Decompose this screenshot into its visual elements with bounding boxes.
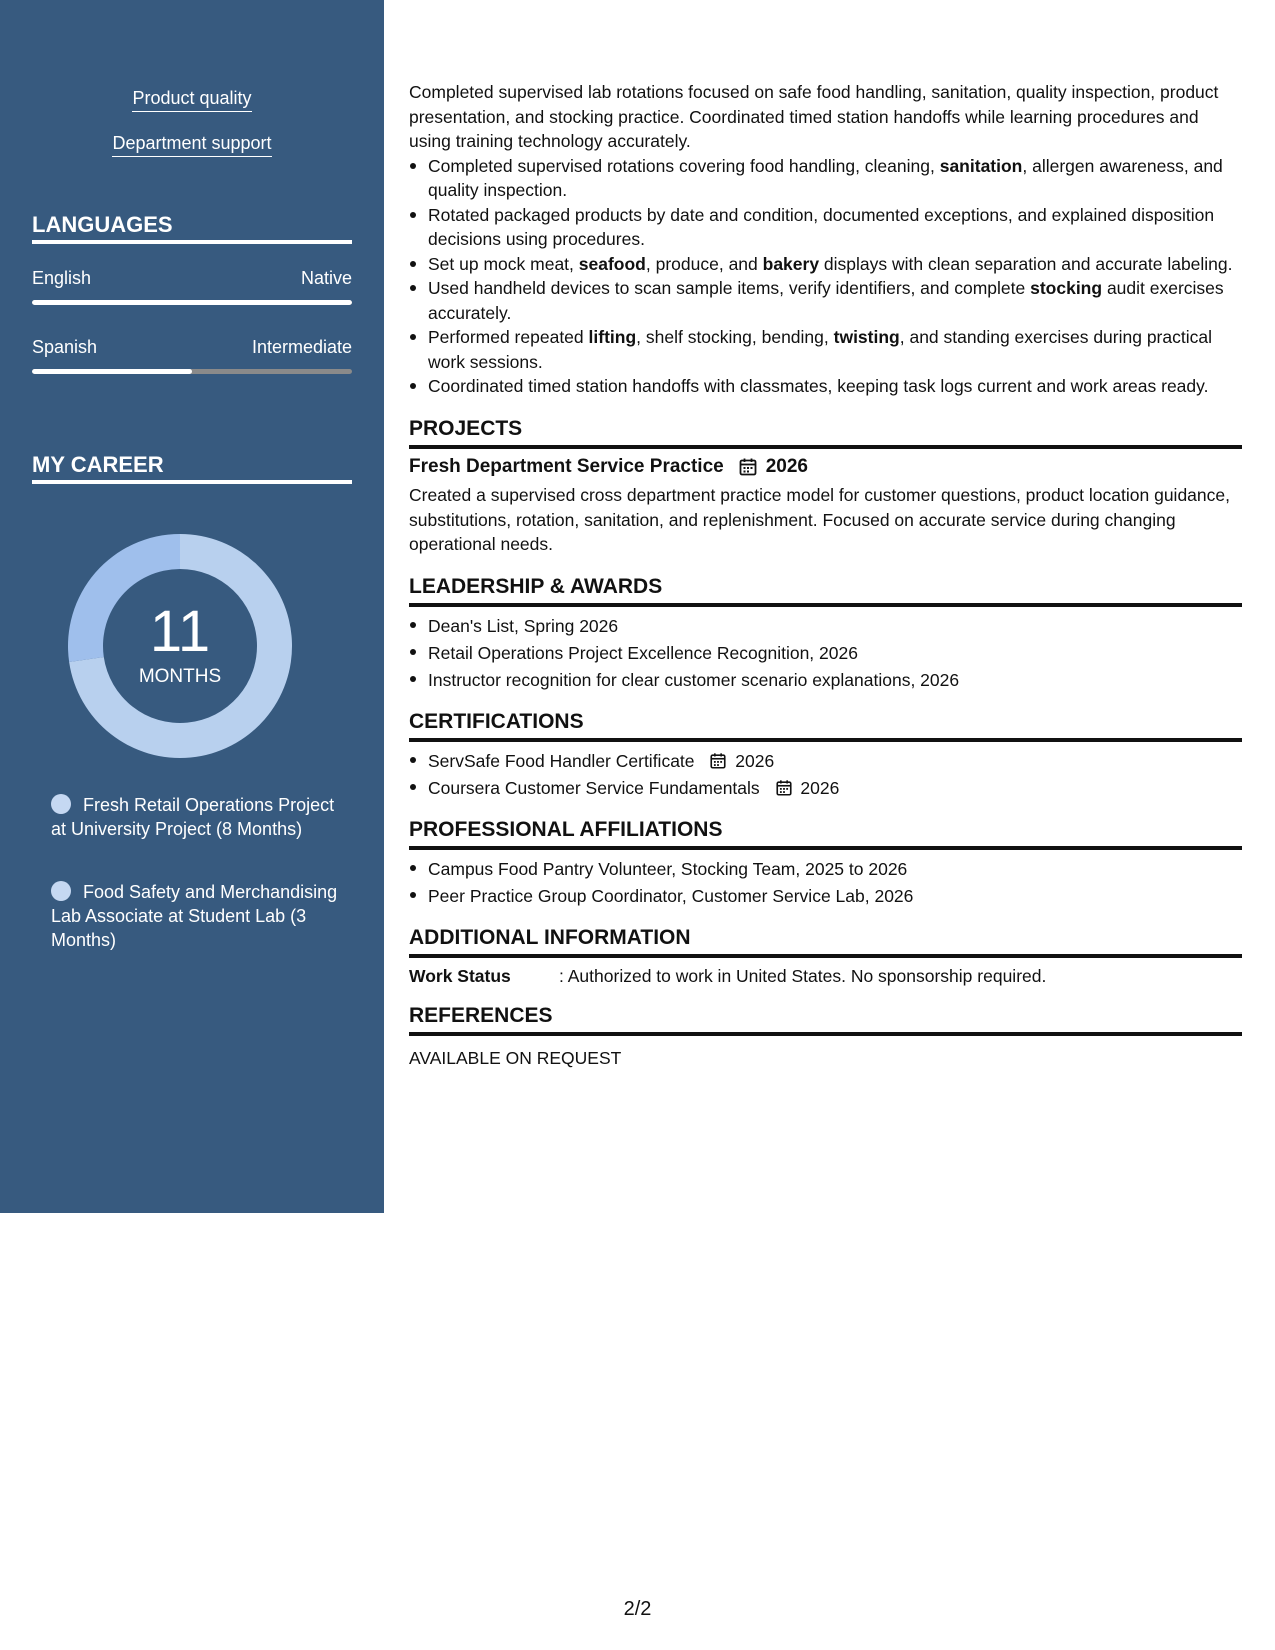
calendar-icon: [775, 779, 793, 797]
page-number: 2/2: [623, 1598, 652, 1620]
list-item: Campus Food Pantry Volunteer, Stocking Team, 2025 to 2026: [409, 856, 1242, 883]
certification-name: ServSafe Food Handler Certificate: [428, 750, 695, 771]
projects-heading: PROJECTS: [409, 415, 1242, 449]
certifications-heading: CERTIFICATIONS: [409, 708, 1242, 742]
languages-heading: LANGUAGES: [32, 212, 352, 244]
career-total-number: 11: [149, 599, 211, 664]
skill-product-quality[interactable]: [0, 88, 384, 112]
list-item: Rotated packaged products by date and condition, documented exceptions, and explained disposition decisions using procedures.: [409, 203, 1242, 252]
affiliations-heading: PROFESSIONAL AFFILIATIONS: [409, 816, 1242, 850]
list-item: [409, 775, 1242, 802]
list-item: Coordinated timed station handoffs with classmates, keeping task logs current and work areas ready.: [409, 374, 1242, 399]
project-name: Fresh Department Service Practice: [409, 455, 724, 477]
legend-dot-icon: [51, 794, 71, 814]
calendar-icon: [738, 457, 758, 477]
language-bar-spanish: [32, 369, 352, 374]
project-description: Created a supervised cross department practice model for customer questions, product location guidance, substitutions, rotation, sanitation, and replenishment. Focused on accurate service during changing operational needs.: [409, 485, 1230, 554]
skill-label: Product quality: [132, 88, 251, 112]
list-item: Peer Practice Group Coordinator, Customer Service Lab, 2026: [409, 883, 1242, 910]
list-item: [409, 748, 1242, 775]
language-level: Native: [300, 268, 352, 288]
career-item-label: Fresh Retail Operations Project at University Project (8 Months): [51, 795, 335, 839]
list-item: Set up mock meat, seafood, produce, and bakery displays with clean separation and accurate labeling.: [409, 252, 1242, 277]
references-heading: REFERENCES: [409, 1002, 1242, 1036]
certification-name: Coursera Customer Service Fundamentals: [428, 777, 760, 798]
project-year: 2026: [765, 455, 808, 477]
language-name: English: [32, 268, 92, 288]
career-total-unit: MONTHS: [138, 666, 222, 687]
list-item: Dean's List, Spring 2026: [409, 613, 1242, 640]
language-bar-fill: [32, 369, 192, 374]
references-text: AVAILABLE ON REQUEST: [409, 1048, 622, 1068]
leadership-heading: LEADERSHIP & AWARDS: [409, 573, 1242, 607]
language-bar-fill: [32, 300, 352, 305]
career-item-label: Food Safety and Merchandising Lab Associate at Student Lab (3 Months): [51, 882, 338, 950]
language-level: Intermediate: [251, 337, 352, 357]
legend-dot-icon: [51, 881, 71, 901]
skill-department-support[interactable]: [0, 133, 384, 157]
list-item: Completed supervised rotations covering food handling, cleaning, sanitation, allergen awareness, and quality inspection.: [409, 154, 1242, 203]
project-title: [409, 455, 1242, 480]
additional-info-heading: ADDITIONAL INFORMATION: [409, 924, 1242, 958]
career-item: [51, 793, 341, 841]
work-status-value: : Authorized to work in United States. No sponsorship required.: [559, 965, 1047, 986]
list-item: Performed repeated lifting, shelf stocking, bending, twisting, and standing exercises during practical work sessions.: [409, 325, 1242, 374]
experience-summary: Completed supervised lab rotations focused on safe food handling, sanitation, quality inspection, product presentation, and stocking practice. Coordinated timed station handoffs while learning procedures and using training technology accurately.: [409, 82, 1219, 151]
language-spanish: [32, 337, 352, 358]
certification-year: 2026: [800, 777, 840, 798]
list-item: Used handheld devices to scan sample items, verify identifiers, and complete stocking audit exercises accurately.: [409, 276, 1242, 325]
language-english: [32, 268, 352, 289]
certifications-list: [409, 748, 1242, 802]
career-item: [51, 880, 341, 952]
leadership-list: [409, 613, 1242, 694]
list-item: Retail Operations Project Excellence Recognition, 2026: [409, 640, 1242, 667]
work-status-row: [409, 964, 1242, 989]
experience-bullets: [409, 154, 1242, 399]
language-bar-english: [32, 300, 352, 305]
certification-year: 2026: [735, 750, 775, 771]
main-content: [409, 80, 1242, 1071]
language-name: Spanish: [32, 337, 98, 357]
skill-label: Department support: [112, 133, 271, 157]
career-heading: MY CAREER: [32, 452, 352, 484]
work-status-label: Work Status: [409, 965, 511, 986]
list-item: Instructor recognition for clear customer scenario explanations, 2026: [409, 667, 1242, 694]
sidebar: [0, 0, 384, 1213]
calendar-icon: [709, 752, 727, 770]
affiliations-list: [409, 856, 1242, 910]
